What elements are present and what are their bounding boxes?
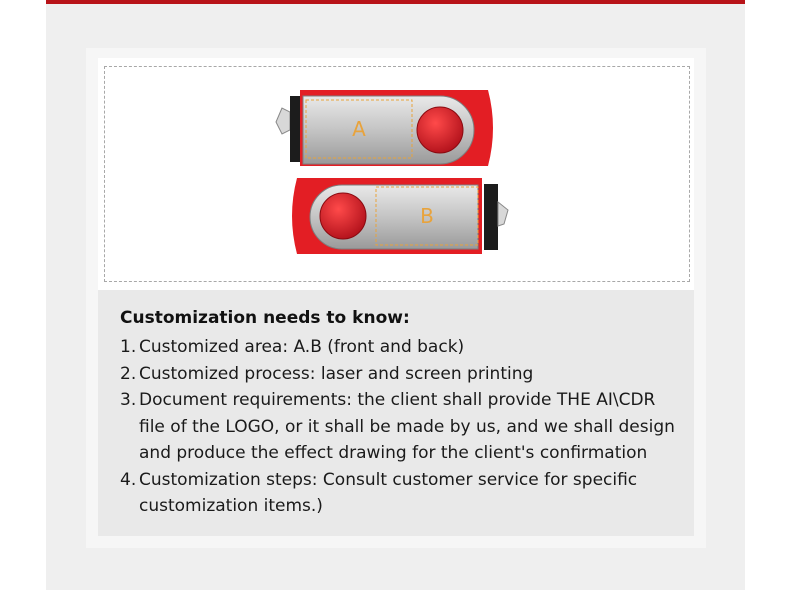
swivel-knob-front [417, 107, 463, 153]
note-number: 1. [120, 337, 137, 357]
notes-title: Customization needs to know: [120, 308, 410, 328]
note-item-1 [120, 334, 680, 361]
note-number: 4. [120, 469, 137, 490]
usb-drive-illustration [0, 0, 790, 300]
note-item-4 [120, 467, 680, 520]
note-number: 3. [120, 390, 137, 410]
usb-connector-back [484, 184, 498, 250]
note-item-2 [120, 361, 680, 388]
note-text: Customized process: laser and screen printing [139, 363, 534, 384]
usb-connector-tip-front [276, 108, 290, 134]
note-number: 2. [120, 363, 137, 384]
usb-drive-back [292, 178, 508, 254]
usb-connector-tip-back [498, 202, 508, 226]
note-text: Customization steps: Consult customer service for specific customization items.) [139, 469, 638, 516]
notes-list [120, 334, 680, 520]
swivel-knob-back [320, 193, 366, 239]
note-text: Document requirements: the client shall provide THE AI\CDR file of the LOGO, or it shall be made by us, and we shall design and produce the effect drawing for the client's confirmation [139, 390, 675, 463]
print-area-a-label: A [352, 117, 366, 141]
print-area-b-label: B [420, 204, 434, 228]
note-item-3 [120, 387, 680, 467]
note-text: Customized area: A.B (front and back) [139, 337, 465, 357]
usb-drive-front [276, 90, 493, 166]
